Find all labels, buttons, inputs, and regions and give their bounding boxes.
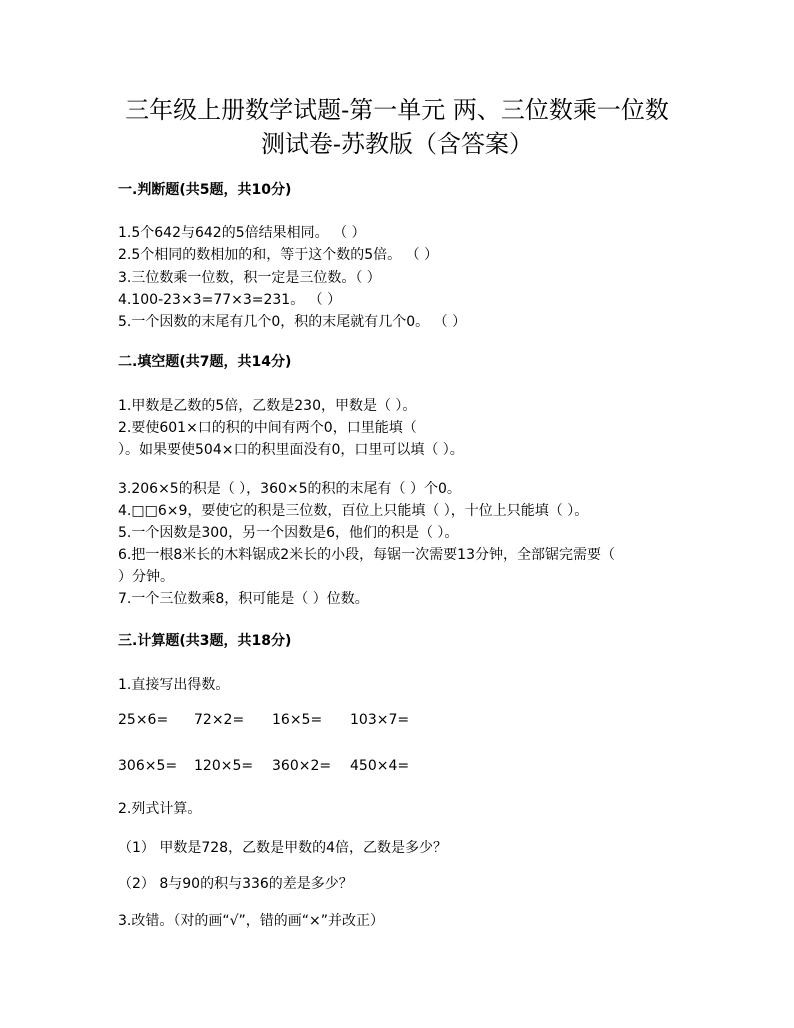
fill-item-2-continued: ）。如果要使504×口的积里面没有0，口里可以填（ ）。 — [118, 442, 464, 458]
section-heading-fill-in: 二.填空题(共7题，共14分) — [118, 354, 292, 370]
calc-question-2: 2.列式计算。 — [118, 801, 202, 817]
judgement-item-4: 4.100-23×3=77×3=231。 （ ） — [118, 292, 342, 308]
judgement-item-3: 3.三位数乘一位数，积一定是三位数。（ ） — [118, 270, 381, 286]
section-heading-calculation: 三.计算题(共3题，共18分) — [118, 633, 292, 649]
page-title-line-2: 测试卷-苏教版（含答案） — [260, 130, 534, 158]
calc-row-2-item-3: 360×2= — [272, 758, 332, 774]
calc-question-2-part-1: （1） 甲数是728，乙数是甲数的4倍，乙数是多少？ — [118, 840, 447, 856]
fill-item-2: 2.要使601×口的积的中间有两个0，口里能填（ — [118, 420, 417, 436]
calc-question-3: 3.改错。（对的画“√”，错的画“×”并改正） — [118, 913, 385, 929]
judgement-item-1: 1.5个642与642的5倍结果相同。 （ ） — [118, 225, 366, 241]
fill-item-6: 6.把一根8米长的木料锯成2米长的小段，每锯一次需要13分钟，全部锯完需要（ — [118, 547, 615, 563]
calc-row-1-item-3: 16×5= — [272, 712, 323, 728]
section-heading-judgement: 一.判断题(共5题，共10分) — [118, 182, 292, 198]
calc-row-1-item-4: 103×7= — [350, 712, 410, 728]
fill-item-6-continued: ）分钟。 — [118, 569, 174, 585]
fill-item-4: 4.□□6×9，要使它的积是三位数，百位上只能填（ ），十位上只能填（ ）。 — [118, 503, 589, 519]
calc-row-2-item-2: 120×5= — [194, 758, 254, 774]
fill-item-7: 7.一个三位数乘8，积可能是（ ）位数。 — [118, 591, 369, 607]
calc-row-2-item-4: 450×4= — [350, 758, 410, 774]
fill-item-1: 1.甲数是乙数的5倍，乙数是230，甲数是（ ）。 — [118, 398, 417, 414]
calc-row-1-item-2: 72×2= — [194, 712, 245, 728]
fill-item-5: 5.一个因数是300，另一个因数是6，他们的积是（ ）。 — [118, 525, 459, 541]
judgement-item-5: 5.一个因数的末尾有几个0，积的末尾就有几个0。 （ ） — [118, 314, 467, 330]
calc-row-2-item-1: 306×5= — [118, 758, 178, 774]
calc-question-1: 1.直接写出得数。 — [118, 677, 230, 693]
calc-question-2-part-2: （2） 8与90的积与336的差是多少？ — [118, 876, 353, 892]
fill-item-3: 3.206×5的积是（ ），360×5的积的末尾有（ ）个0。 — [118, 481, 461, 497]
page-title-line-1: 三年级上册数学试题-第一单元 两、三位数乘一位数 — [125, 96, 669, 124]
calc-row-1-item-1: 25×6= — [118, 712, 169, 728]
judgement-item-2: 2.5个相同的数相加的和，等于这个数的5倍。 （ ） — [118, 247, 439, 263]
